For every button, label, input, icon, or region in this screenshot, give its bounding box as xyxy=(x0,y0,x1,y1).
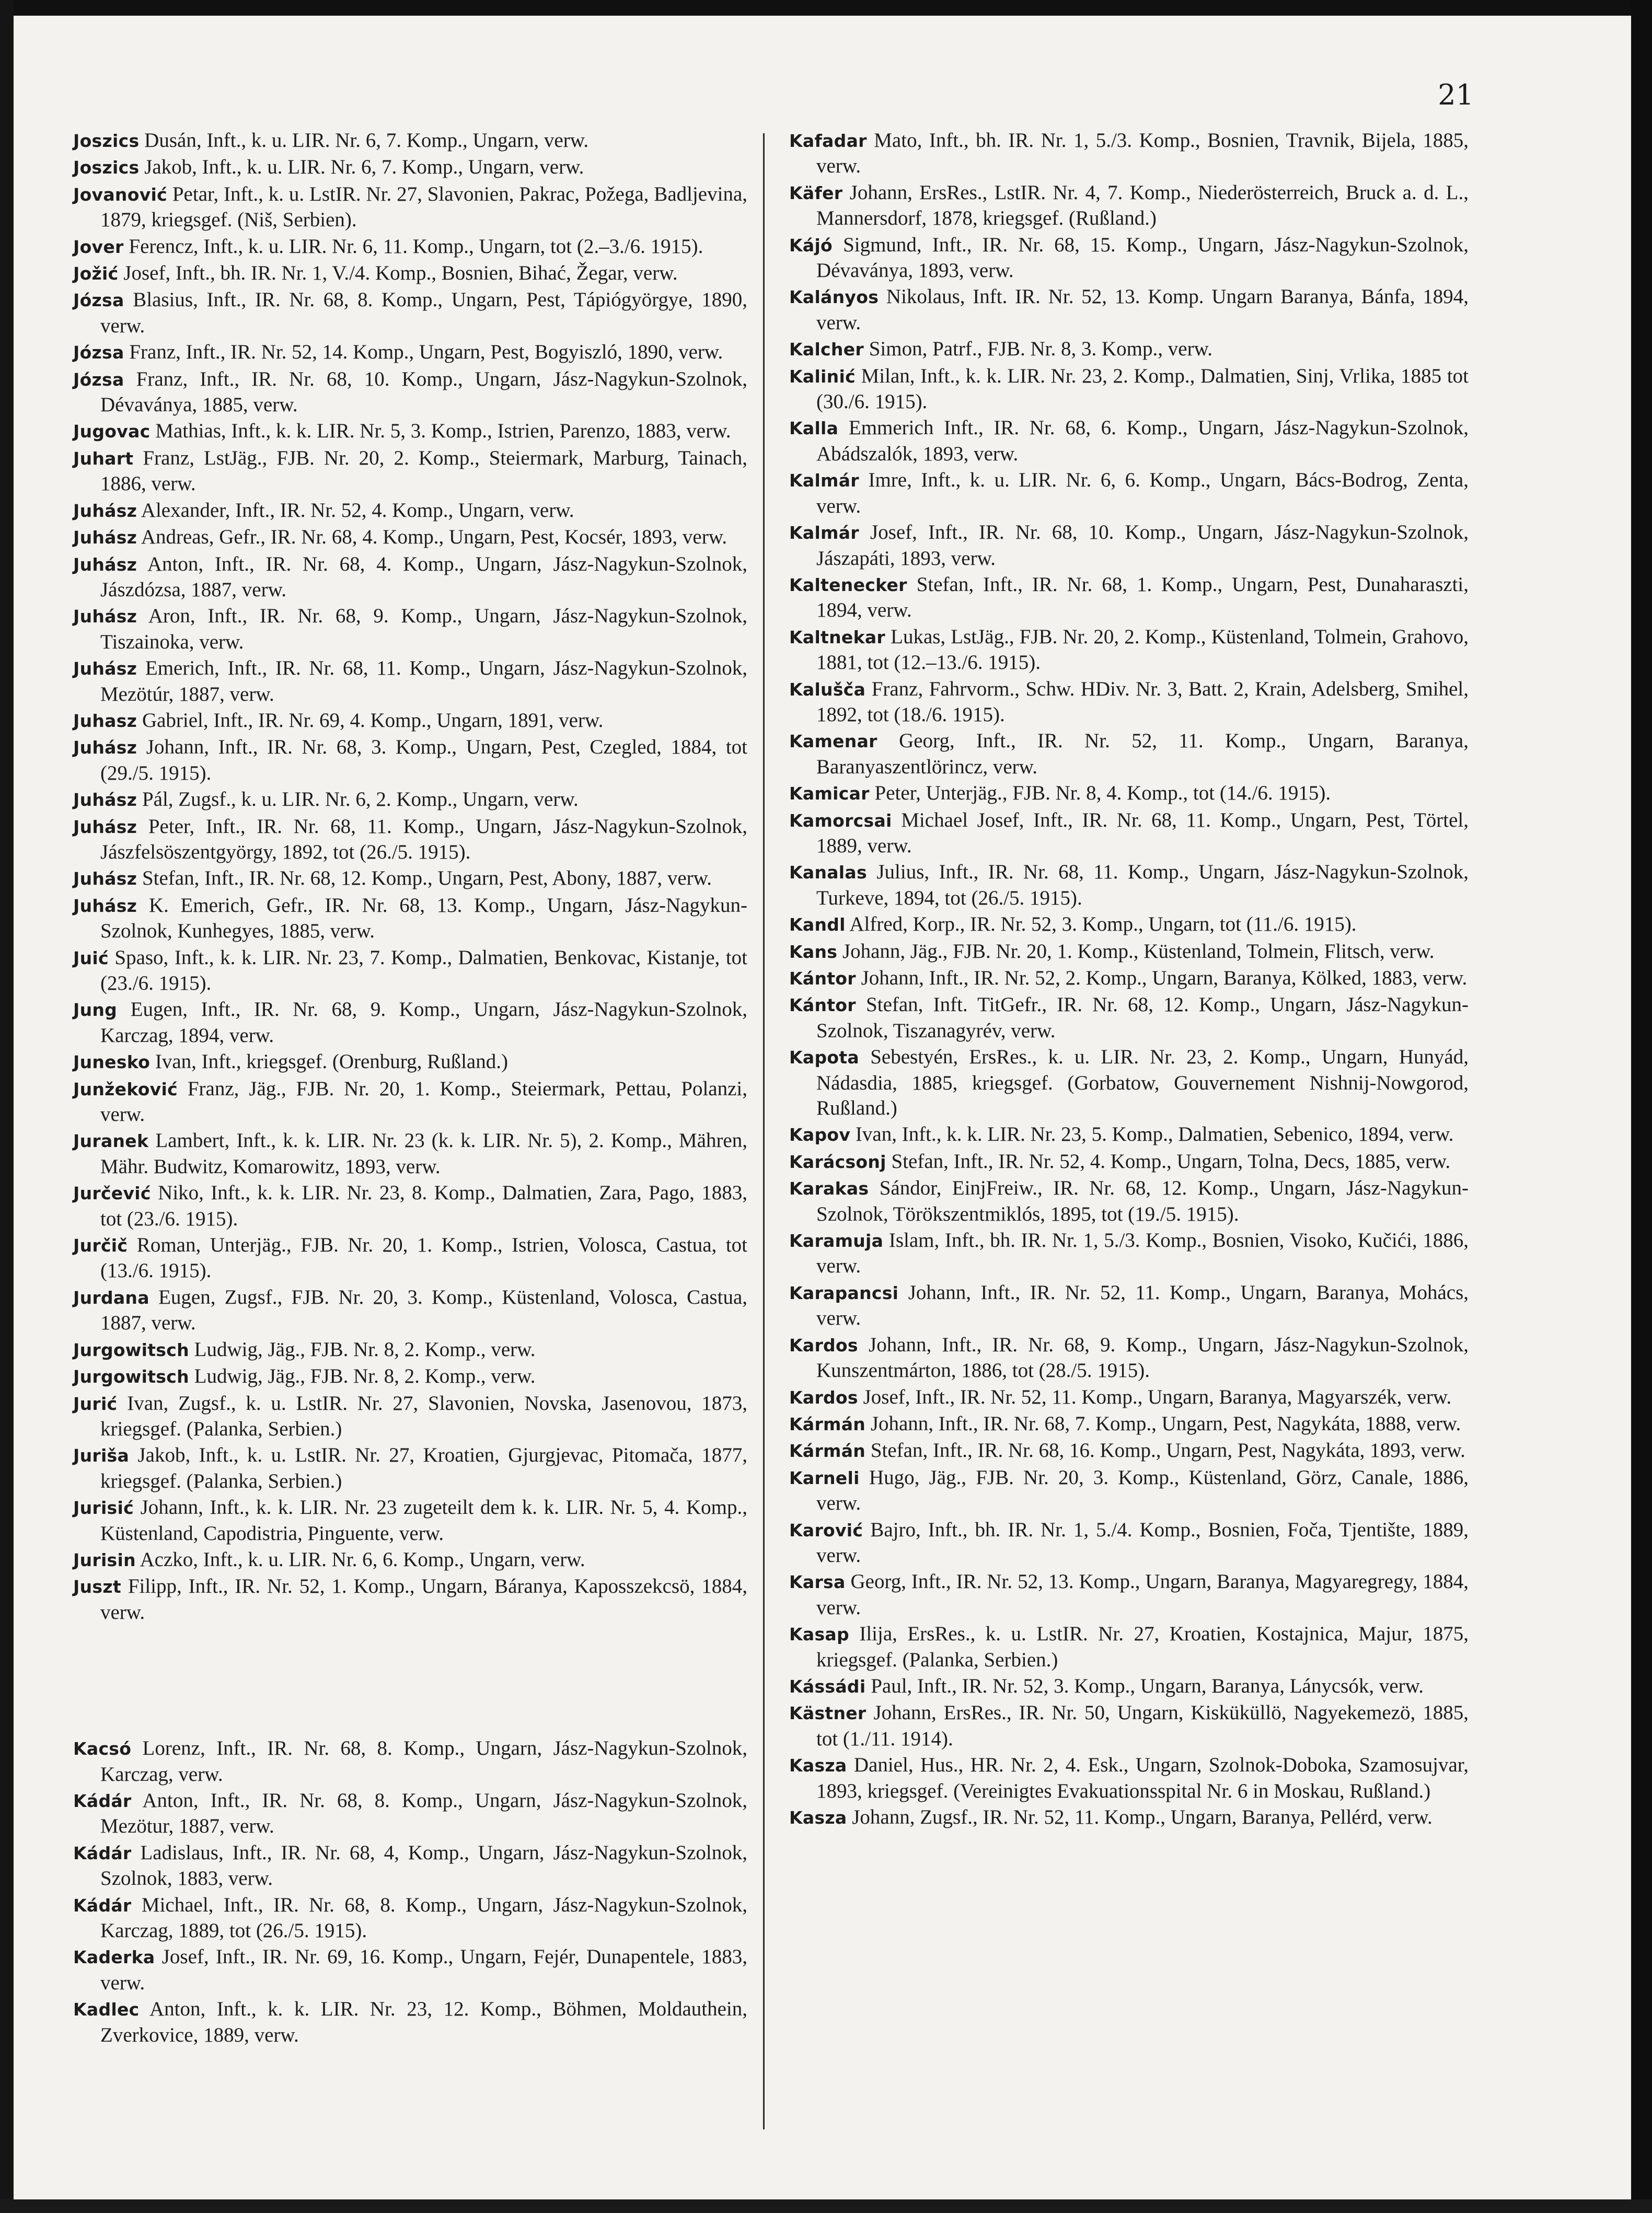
page-number: 21 xyxy=(1438,78,1474,111)
entry-surname: Juhász xyxy=(73,737,137,758)
entry-details: Nikolaus, Inft. IR. Nr. 52, 13. Komp. Ungarn Baranya, Bánfa, 1894, verw. xyxy=(816,285,1469,334)
entry-details: Mathias, Inft., k. k. LIR. Nr. 5, 3. Komp., Istrien, Parenzo, 1883, verw. xyxy=(150,420,731,443)
entry-details: Daniel, Hus., HR. Nr. 2, 4. Esk., Ungarn, Szolnok-Doboka, Szamosujvar, 1893, kriegsgef. (Vereinigtes Evakuationsspital Nr. 6 in Moskau, Rußland.) xyxy=(816,1754,1469,1802)
list-entry xyxy=(789,284,1469,335)
entry-surname: Kalmár xyxy=(789,523,859,543)
entry-surname: Kanalas xyxy=(789,862,867,883)
entry-details: Michael Josef, Inft., IR. Nr. 68, 11. Komp., Ungarn, Pest, Törtel, 1889, verw. xyxy=(816,808,1469,857)
list-entry xyxy=(789,912,1469,937)
entry-surname: Kardos xyxy=(789,1335,858,1355)
entry-details: Sebestyén, ErsRes., k. u. LIR. Nr. 23, 2. Komp., Ungarn, Hunyád, Nádasdia, 1885, kriegsgef. (Gorbatow, Gouvernement Nishnij-Nowgorod, Rußland.) xyxy=(816,1046,1469,1120)
entry-details: Imre, Inft., k. u. LIR. Nr. 6, 6. Komp., Ungarn, Bács-Bodrog, Zenta, verw. xyxy=(816,469,1469,517)
entry-surname: Kássádi xyxy=(789,1676,866,1697)
entry-details: Franz, Fahrvorm., Schw. HDiv. Nr. 3, Batt. 2, Krain, Adelsberg, Smihel, 1892, tot (18./6. 1915). xyxy=(816,677,1469,726)
entry-surname: Kapov xyxy=(789,1125,851,1145)
entry-surname: Kamorcsai xyxy=(789,810,892,831)
list-entry xyxy=(789,1805,1469,1830)
entry-details: Pál, Zugsf., k. u. LIR. Nr. 6, 2. Komp., Ungarn, verw. xyxy=(137,788,579,811)
entry-surname: Kamicar xyxy=(789,783,870,804)
list-entry xyxy=(73,340,747,365)
entry-details: Roman, Unterjäg., FJB. Nr. 20, 1. Komp., Istrien, Volosca, Castua, tot (13./6. 1915). xyxy=(100,1234,747,1282)
list-entry xyxy=(789,1517,1469,1569)
entry-surname: Jovanović xyxy=(73,184,167,205)
entry-surname: Kalinić xyxy=(789,366,856,387)
entry-details: Johann, Zugsf., IR. Nr. 52, 11. Komp., Ungarn, Baranya, Pellérd, verw. xyxy=(847,1806,1432,1828)
entry-surname: Juhász xyxy=(73,554,137,575)
list-entry xyxy=(73,1391,747,1442)
list-entry xyxy=(789,1228,1469,1279)
list-entry xyxy=(73,866,747,891)
entry-surname: Juszt xyxy=(73,1577,121,1597)
list-entry xyxy=(73,893,747,944)
list-entry xyxy=(73,1574,747,1625)
entry-details: Sándor, EinjFreiw., IR. Nr. 68, 12. Komp., Ungarn, Jász-Nagykun-Szolnok, Törökszentmiklós, 1895, tot (19./5. 1915). xyxy=(816,1177,1469,1225)
list-entry xyxy=(73,367,747,418)
entry-details: Alexander, Inft., IR. Nr. 52, 4. Komp., Ungarn, verw. xyxy=(137,499,574,522)
list-entry xyxy=(789,1753,1469,1804)
entry-details: K. Emerich, Gefr., IR. Nr. 68, 13. Komp., Ungarn, Jász-Nagykun-Szolnok, Kunhegyes, 1885, verw. xyxy=(100,894,747,943)
entry-surname: Junesko xyxy=(73,1052,151,1073)
entry-details: Ivan, Zugsf., k. u. LstIR. Nr. 27, Slavonien, Novska, Jasenovou, 1873, kriegsgef. (Palanka, Serbien.) xyxy=(100,1392,747,1440)
entry-surname: Juriša xyxy=(73,1445,130,1466)
entry-surname: Józsa xyxy=(73,342,124,363)
entry-details: Paul, Inft., IR. Nr. 52, 3. Komp., Ungarn, Baranya, Lánycsók, verw. xyxy=(865,1674,1424,1697)
entry-details: Islam, Inft., bh. IR. Nr. 1, 5./3. Komp., Bosnien, Visoko, Kučići, 1886, verw. xyxy=(816,1229,1469,1278)
list-entry xyxy=(73,1736,747,1787)
list-entry xyxy=(73,1547,747,1573)
entry-surname: Kántor xyxy=(789,968,856,989)
list-entry xyxy=(73,182,747,233)
list-entry xyxy=(789,992,1469,1044)
entry-details: Lorenz, Inft., IR. Nr. 68, 8. Komp., Ungarn, Jász-Nagykun-Szolnok, Karczag, verw. xyxy=(100,1737,747,1786)
entry-details: Franz, Inft., IR. Nr. 52, 14. Komp., Ungarn, Pest, Bogyiszló, 1890, verw. xyxy=(124,341,723,364)
entry-surname: Kádár xyxy=(73,1790,132,1811)
entry-details: Franz, Jäg., FJB. Nr. 20, 1. Komp., Steiermark, Pettau, Polanzi, verw. xyxy=(100,1077,747,1126)
entry-details: Georg, Inft., IR. Nr. 52, 13. Komp., Ungarn, Baranya, Magyaregregy, 1884, verw. xyxy=(816,1570,1469,1619)
entry-details: Josef, Inft., IR. Nr. 69, 16. Komp., Ungarn, Fejér, Dunapentele, 1883, verw. xyxy=(100,1945,747,1994)
list-entry xyxy=(789,468,1469,519)
list-entry xyxy=(789,364,1469,415)
scan-border-top xyxy=(0,0,1652,16)
list-entry xyxy=(789,1569,1469,1620)
list-entry xyxy=(73,261,747,286)
entry-surname: Jurgowitsch xyxy=(73,1339,189,1360)
list-entry xyxy=(789,572,1469,623)
list-entry xyxy=(789,860,1469,911)
list-entry xyxy=(73,1893,747,1944)
entry-surname: Juhász xyxy=(73,527,137,548)
entry-surname: Kandl xyxy=(789,914,846,935)
list-entry xyxy=(789,1333,1469,1384)
list-entry xyxy=(789,233,1469,284)
list-entry xyxy=(789,1700,1469,1752)
entry-details: Ilija, ErsRes., k. u. LstIR. Nr. 27, Kroatien, Kostajnica, Majur, 1875, kriegsgef. (Palanka, Serbien.) xyxy=(816,1623,1469,1671)
list-entry xyxy=(73,1364,747,1389)
entry-surname: Kans xyxy=(789,941,838,962)
list-entry xyxy=(73,1944,747,1996)
entry-surname: Juić xyxy=(73,947,109,968)
entry-details: Josef, Inft., IR. Nr. 52, 11. Komp., Ungarn, Baranya, Magyarszék, verw. xyxy=(858,1385,1452,1408)
list-entry xyxy=(789,1411,1469,1437)
entry-details: Gabriel, Inft., IR. Nr. 69, 4. Komp., Ungarn, 1891, verw. xyxy=(137,709,604,732)
entry-surname: Juhart xyxy=(73,448,134,469)
entry-surname: Jung xyxy=(73,1000,118,1021)
list-entry xyxy=(789,1438,1469,1464)
entry-details: Anton, Inft., IR. Nr. 68, 8. Komp., Ungarn, Jász-Nagykun-Szolnok, Mezötur, 1887, verw. xyxy=(100,1789,747,1838)
entry-details: Milan, Inft., k. k. LIR. Nr. 23, 2. Komp., Dalmatien, Sinj, Vrlika, 1885 tot (30./6. 1915). xyxy=(816,364,1469,413)
list-entry xyxy=(789,180,1469,231)
entry-surname: Kadlec xyxy=(73,1999,140,2020)
entry-surname: Kájó xyxy=(789,235,833,256)
entry-surname: Joszics xyxy=(73,131,140,151)
list-entry xyxy=(789,1465,1469,1516)
entry-details: Ivan, Inft., kriegsgef. (Orenburg, Rußland.) xyxy=(150,1050,508,1073)
entry-surname: Karamuja xyxy=(789,1231,884,1252)
entry-surname: Kardos xyxy=(789,1387,858,1408)
list-entry xyxy=(73,1997,747,2048)
entry-surname: Kalmár xyxy=(789,470,859,491)
entry-surname: Jover xyxy=(73,236,124,257)
entry-surname: Karácsonj xyxy=(789,1151,886,1172)
list-entry xyxy=(73,1840,747,1892)
list-entry xyxy=(789,939,1469,965)
list-entry xyxy=(789,337,1469,362)
list-entry xyxy=(789,415,1469,467)
list-entry xyxy=(73,1076,747,1128)
entry-surname: Kántor xyxy=(789,995,856,1016)
entry-surname: Kádár xyxy=(73,1843,132,1863)
entry-surname: Kaltnekar xyxy=(789,627,885,647)
entry-details: Eugen, Inft., IR. Nr. 68, 9. Komp., Ungarn, Jász-Nagykun-Szolnok, Karczag, 1894, verw. xyxy=(100,998,747,1047)
entry-details: Stefan, Inft., IR. Nr. 52, 4. Komp., Ungarn, Tolna, Decs, 1885, verw. xyxy=(886,1150,1451,1173)
entry-details: Ivan, Inft., k. k. LIR. Nr. 23, 5. Komp., Dalmatien, Sebenico, 1894, verw. xyxy=(850,1123,1454,1146)
list-entry xyxy=(73,1180,747,1232)
entry-surname: Kalla xyxy=(789,418,839,439)
entry-surname: Juhász xyxy=(73,500,137,521)
list-entry xyxy=(789,1149,1469,1175)
entry-list-k xyxy=(73,1736,747,2048)
entry-surname: Juhász xyxy=(73,658,137,679)
entry-surname: Jurčič xyxy=(73,1235,128,1256)
scan-border-right xyxy=(1631,0,1652,2213)
list-entry xyxy=(789,624,1469,676)
entry-surname: Jožić xyxy=(73,263,119,284)
entry-surname: Jurdana xyxy=(73,1287,149,1308)
entry-details: Bajro, Inft., bh. IR. Nr. 1, 5./4. Komp., Bosnien, Foča, Tjentište, 1889, verw. xyxy=(816,1518,1469,1567)
list-entry xyxy=(73,234,747,260)
list-entry xyxy=(73,945,747,997)
list-entry xyxy=(789,1045,1469,1121)
entry-surname: Kafadar xyxy=(789,131,867,151)
section-gap xyxy=(73,1626,747,1736)
entry-details: Aczko, Inft., k. u. LIR. Nr. 6, 6. Komp., Ungarn, verw. xyxy=(135,1548,585,1571)
entry-surname: Juhász xyxy=(73,868,137,889)
entry-surname: Juhász xyxy=(73,790,137,810)
entry-details: Emerich, Inft., IR. Nr. 68, 11. Komp., Ungarn, Jász-Nagykun-Szolnok, Mezötúr, 1887, verw. xyxy=(100,657,747,705)
entry-surname: Kacsó xyxy=(73,1739,132,1759)
entry-details: Anton, Inft., k. k. LIR. Nr. 23, 12. Komp., Böhmen, Moldauthein, Zverkovice, 1889, verw. xyxy=(100,1998,747,2046)
list-entry xyxy=(789,677,1469,728)
entry-surname: Kármán xyxy=(789,1413,866,1434)
scan-border-left xyxy=(0,0,14,2213)
entry-details: Petar, Inft., k. u. LstIR. Nr. 27, Slavonien, Pakrac, Požega, Badljevina, 1879, kriegsgef. (Niš, Serbien). xyxy=(100,182,747,231)
entry-surname: Kästner xyxy=(789,1703,867,1724)
entry-details: Filipp, Inft., IR. Nr. 52, 1. Komp., Ungarn, Báranya, Kaposszekcsö, 1884, verw. xyxy=(100,1575,747,1624)
entry-details: Johann, Jäg., FJB. Nr. 20, 1. Komp., Küstenland, Tolmein, Flitsch, verw. xyxy=(837,940,1435,963)
list-entry xyxy=(73,1233,747,1284)
list-entry xyxy=(789,128,1469,179)
entry-details: Aron, Inft., IR. Nr. 68, 9. Komp., Ungarn, Jász-Nagykun-Szolnok, Tiszainoka, verw. xyxy=(100,605,747,653)
right-column xyxy=(789,128,1469,1832)
entry-details: Lukas, LstJäg., FJB. Nr. 20, 2. Komp., Küstenland, Tolmein, Grahovo, 1881, tot (12.–13./6. 1915). xyxy=(816,625,1469,674)
entry-surname: Karapancsi xyxy=(789,1282,899,1303)
entry-details: Niko, Inft., k. k. LIR. Nr. 23, 8. Komp., Dalmatien, Zara, Pago, 1883, tot (23./6. 1915). xyxy=(100,1181,747,1230)
entry-surname: Kapota xyxy=(789,1047,859,1068)
entry-details: Dusán, Inft., k. u. LIR. Nr. 6, 7. Komp., Ungarn, verw. xyxy=(139,129,589,152)
list-entry xyxy=(73,155,747,180)
entry-details: Sigmund, Inft., IR. Nr. 68, 15. Komp., Ungarn, Jász-Nagykun-Szolnok, Dévaványa, 1893, verw. xyxy=(816,233,1469,282)
entry-surname: Juhász xyxy=(73,606,137,627)
entry-details: Lambert, Inft., k. k. LIR. Nr. 23 (k. k. LIR. Nr. 5), 2. Komp., Mähren, Mähr. Budwitz, Komarowitz, 1893, verw. xyxy=(100,1129,747,1178)
entry-surname: Kalušča xyxy=(789,679,866,700)
entry-details: Michael, Inft., IR. Nr. 68, 8. Komp., Ungarn, Jász-Nagykun-Szolnok, Karczag, 1889, tot (26./5. 1915). xyxy=(100,1893,747,1942)
entry-surname: Kaderka xyxy=(73,1947,155,1968)
list-entry xyxy=(73,128,747,154)
entry-surname: Jurgowitsch xyxy=(73,1366,189,1387)
list-entry xyxy=(73,656,747,707)
list-entry xyxy=(73,498,747,524)
entry-details: Franz, LstJäg., FJB. Nr. 20, 2. Komp., Steiermark, Marburg, Tainach, 1886, verw. xyxy=(100,446,747,495)
list-entry xyxy=(789,1674,1469,1699)
entry-details: Emmerich Inft., IR. Nr. 68, 6. Komp., Ungarn, Jász-Nagykun-Szolnok, Abádszalók, 1893, verw. xyxy=(816,416,1469,465)
left-column xyxy=(73,128,747,2049)
entry-surname: Juhasz xyxy=(73,710,137,731)
entry-surname: Kádár xyxy=(73,1895,132,1916)
list-entry xyxy=(73,419,747,444)
entry-details: Jakob, Inft., k. u. LstIR. Nr. 27, Kroatien, Gjurgjevac, Pitomača, 1877, kriegsgef. (Palanka, Serbien.) xyxy=(100,1444,747,1492)
entry-details: Johann, Inft., IR. Nr. 68, 3. Komp., Ungarn, Pest, Czegled, 1884, tot (29./5. 1915). xyxy=(100,736,747,784)
entry-details: Johann, Inft., IR. Nr. 68, 7. Komp., Ungarn, Pest, Nagykáta, 1888, verw. xyxy=(865,1412,1461,1435)
list-entry xyxy=(73,1285,747,1336)
list-entry xyxy=(73,1788,747,1839)
entry-list-ka xyxy=(789,128,1469,1830)
list-entry xyxy=(789,1122,1469,1148)
entry-details: Peter, Inft., IR. Nr. 68, 11. Komp., Ungarn, Jász-Nagykun-Szolnok, Jászfelsöszentgyörgy, 1892, tot (26./5. 1915). xyxy=(100,815,747,863)
list-entry xyxy=(789,808,1469,859)
entry-surname: Joszics xyxy=(73,157,140,178)
list-entry xyxy=(73,997,747,1048)
entry-details: Spaso, Inft., k. k. LIR. Nr. 23, 7. Komp., Dalmatien, Benkovac, Kistanje, tot (23./6. 1915). xyxy=(100,946,747,994)
entry-details: Johann, Inft., IR. Nr. 52, 11. Komp., Ungarn, Baranya, Mohács, verw. xyxy=(816,1281,1469,1330)
entry-surname: Karsa xyxy=(789,1572,846,1593)
entry-list-j xyxy=(73,128,747,1625)
list-entry xyxy=(73,1337,747,1363)
entry-details: Johann, Inft., k. k. LIR. Nr. 23 zugeteilt dem k. k. LIR. Nr. 5, 4. Komp., Küstenland, Capodistria, Pinguente, verw. xyxy=(100,1496,747,1545)
entry-details: Johann, Inft., IR. Nr. 52, 2. Komp., Ungarn, Baranya, Kölked, 1883, verw. xyxy=(856,967,1468,989)
list-entry xyxy=(73,735,747,786)
entry-surname: Jurisić xyxy=(73,1498,134,1519)
entry-surname: Jurisin xyxy=(73,1549,136,1570)
entry-surname: Karović xyxy=(789,1520,863,1540)
entry-details: Johann, Inft., IR. Nr. 68, 9. Komp., Ungarn, Jász-Nagykun-Szolnok, Kunszentmárton, 1886, tot (28./5. 1915). xyxy=(816,1333,1469,1382)
entry-details: Stefan, Inft. TitGefr., IR. Nr. 68, 12. Komp., Ungarn, Jász-Nagykun-Szolnok, Tiszanagyrév, verw. xyxy=(816,993,1469,1042)
list-entry xyxy=(73,604,747,655)
entry-details: Stefan, Inft., IR. Nr. 68, 12. Komp., Ungarn, Pest, Abony, 1887, verw. xyxy=(137,867,712,890)
entry-surname: Józsa xyxy=(73,369,124,390)
list-entry xyxy=(73,1495,747,1546)
entry-details: Hugo, Jäg., FJB. Nr. 20, 3. Komp., Küstenland, Görz, Canale, 1886, verw. xyxy=(816,1466,1469,1515)
entry-details: Franz, Inft., IR. Nr. 68, 10. Komp., Ungarn, Jász-Nagykun-Szolnok, Dévaványa, 1885, verw. xyxy=(100,367,747,416)
entry-surname: Jurčević xyxy=(73,1183,151,1204)
entry-details: Stefan, Inft., IR. Nr. 68, 16. Komp., Ungarn, Pest, Nagykáta, 1893, verw. xyxy=(865,1439,1465,1462)
entry-details: Anton, Inft., IR. Nr. 68, 4. Komp., Ungarn, Jász-Nagykun-Szolnok, Jászdózsa, 1887, verw. xyxy=(100,552,747,601)
list-entry xyxy=(73,814,747,865)
entry-details: Josef, Inft., bh. IR. Nr. 1, V./4. Komp., Bosnien, Bihać, Žegar, verw. xyxy=(118,262,678,285)
entry-details: Peter, Unterjäg., FJB. Nr. 8, 4. Komp., tot (14./6. 1915). xyxy=(869,782,1331,805)
entry-details: Mato, Inft., bh. IR. Nr. 1, 5./3. Komp., Bosnien, Travnik, Bijela, 1885, verw. xyxy=(816,129,1469,178)
list-entry xyxy=(789,728,1469,780)
entry-details: Stefan, Inft., IR. Nr. 68, 1. Komp., Ungarn, Pest, Dunaharaszti, 1894, verw. xyxy=(816,573,1469,622)
entry-surname: Kalcher xyxy=(789,339,864,360)
list-entry xyxy=(789,966,1469,991)
entry-surname: Jurić xyxy=(73,1393,118,1414)
entry-details: Ludwig, Jäg., FJB. Nr. 8, 2. Komp., verw. xyxy=(189,1338,536,1361)
list-entry xyxy=(73,1049,747,1075)
entry-details: Josef, Inft., IR. Nr. 68, 10. Komp., Ungarn, Jász-Nagykun-Szolnok, Jászapáti, 1893, verw. xyxy=(816,521,1469,570)
entry-details: Ferencz, Inft., k. u. LIR. Nr. 6, 11. Komp., Ungarn, tot (2.–3./6. 1915). xyxy=(123,235,703,258)
entry-surname: Kamenar xyxy=(789,731,877,752)
list-entry xyxy=(789,1280,1469,1331)
entry-surname: Kaltenecker xyxy=(789,574,907,595)
entry-surname: Juhász xyxy=(73,816,137,837)
entry-surname: Juhász xyxy=(73,895,137,916)
list-entry xyxy=(73,1443,747,1494)
entry-surname: Józsa xyxy=(73,290,124,311)
list-entry xyxy=(789,520,1469,571)
entry-details: Blasius, Inft., IR. Nr. 68, 8. Komp., Ungarn, Pest, Tápiógyörgye, 1890, verw. xyxy=(100,288,747,337)
entry-surname: Karneli xyxy=(789,1467,860,1488)
entry-surname: Juranek xyxy=(73,1131,149,1152)
scan-border-bottom xyxy=(0,2199,1652,2213)
entry-details: Jakob, Inft., k. u. LIR. Nr. 6, 7. Komp., Ungarn, verw. xyxy=(139,156,584,179)
entry-details: Ludwig, Jäg., FJB. Nr. 8, 2. Komp., verw. xyxy=(189,1365,536,1388)
entry-surname: Junžeković xyxy=(73,1079,178,1099)
entry-details: Johann, ErsRes., LstIR. Nr. 4, 7. Komp., Niederösterreich, Bruck a. d. L., Mannersdorf, 1878, kriegsgef. (Rußland.) xyxy=(816,181,1469,230)
list-entry xyxy=(789,1385,1469,1410)
entry-surname: Karakas xyxy=(789,1178,869,1199)
column-divider xyxy=(763,133,765,2129)
list-entry xyxy=(73,287,747,339)
list-entry xyxy=(789,1621,1469,1673)
entry-details: Andreas, Gefr., IR. Nr. 68, 4. Komp., Ungarn, Pest, Kocsér, 1893, verw. xyxy=(137,526,727,549)
entry-details: Eugen, Zugsf., FJB. Nr. 20, 3. Komp., Küstenland, Volosca, Castua, 1887, verw. xyxy=(100,1285,747,1335)
list-entry xyxy=(789,1176,1469,1227)
entry-details: Simon, Patrf., FJB. Nr. 8, 3. Komp., verw. xyxy=(863,338,1212,361)
entry-details: Julius, Inft., IR. Nr. 68, 11. Komp., Ungarn, Jász-Nagykun-Szolnok, Turkeve, 1894, tot (26./5. 1915). xyxy=(816,861,1469,909)
entry-surname: Kalányos xyxy=(789,287,879,308)
entry-surname: Kármán xyxy=(789,1441,866,1462)
list-entry xyxy=(73,1128,747,1179)
entry-details: Johann, ErsRes., IR. Nr. 50, Ungarn, Kisküküllö, Nagyekemezö, 1885, tot (1./11. 1914). xyxy=(816,1701,1469,1750)
entry-details: Georg, Inft., IR. Nr. 52, 11. Komp., Ungarn, Baranya, Baranyaszentlörincz, verw. xyxy=(816,729,1469,778)
entry-details: Alfred, Korp., IR. Nr. 52, 3. Komp., Ungarn, tot (11./6. 1915). xyxy=(845,913,1357,936)
entry-surname: Kasap xyxy=(789,1624,849,1645)
list-entry xyxy=(73,787,747,813)
entry-surname: Jugovac xyxy=(73,421,151,442)
entry-surname: Kasza xyxy=(789,1808,847,1828)
list-entry xyxy=(73,525,747,550)
entry-surname: Kasza xyxy=(789,1755,847,1776)
list-entry xyxy=(73,708,747,734)
list-entry xyxy=(73,446,747,497)
entry-surname: Käfer xyxy=(789,182,843,203)
entry-details: Ladislaus, Inft., IR. Nr. 68, 4, Komp., Ungarn, Jász-Nagykun-Szolnok, Szolnok, 1883, verw. xyxy=(100,1841,747,1890)
list-entry xyxy=(73,552,747,603)
list-entry xyxy=(789,781,1469,806)
